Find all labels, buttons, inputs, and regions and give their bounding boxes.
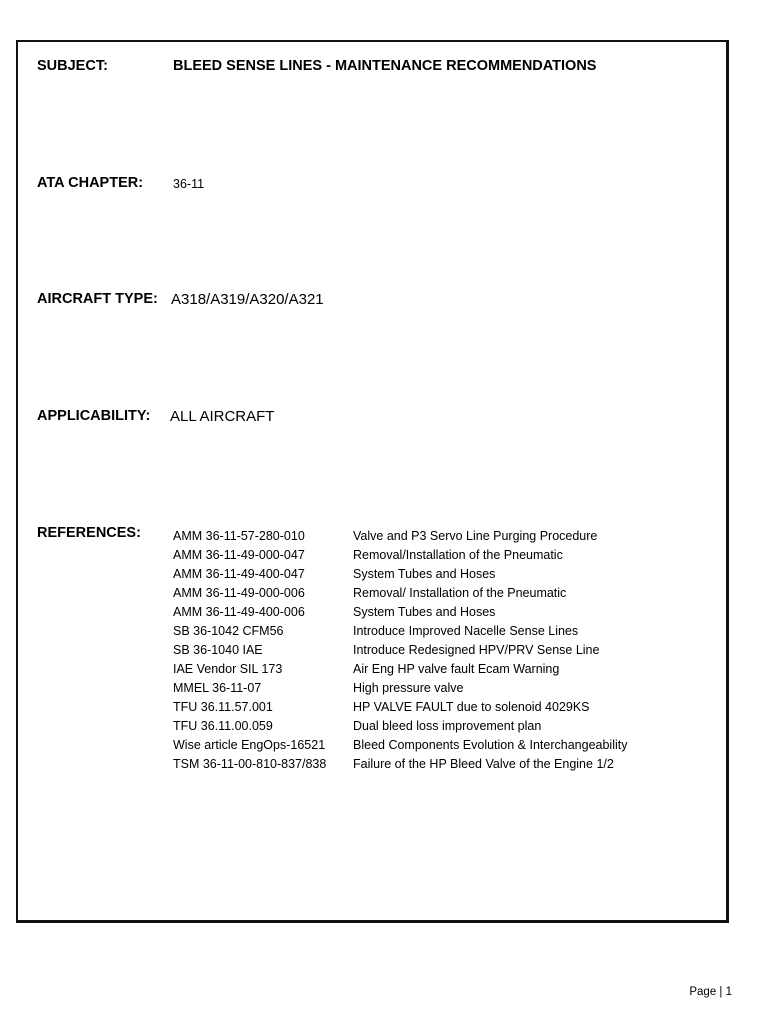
reference-code: AMM 36-11-49-000-006 [173,585,305,600]
reference-row [173,564,627,583]
applicability-label: APPLICABILITY: [37,408,151,424]
reference-row [173,640,627,659]
subject-label: SUBJECT: [37,58,108,74]
reference-description: Bleed Components Evolution & Interchangeability [353,737,628,752]
reference-row [173,545,627,564]
document-frame [16,40,729,923]
reference-row [173,754,627,773]
reference-row [173,735,627,754]
reference-code: AMM 36-11-49-400-006 [173,604,305,619]
reference-description: Dual bleed loss improvement plan [353,718,542,733]
reference-description: HP VALVE FAULT due to solenoid 4029KS [353,699,590,714]
reference-code: TSM 36-11-00-810-837/838 [173,756,327,771]
reference-code: TFU 36.11.57.001 [173,699,273,714]
reference-code: AMM 36-11-57-280-010 [173,528,305,543]
references-table [173,526,627,773]
reference-description: Valve and P3 Servo Line Purging Procedure [353,528,598,543]
page-number: Page | 1 [689,986,732,998]
aircraft-type-label: AIRCRAFT TYPE: [37,291,158,307]
reference-description: Removal/Installation of the Pneumatic [353,547,563,562]
reference-description: Introduce Redesigned HPV/PRV Sense Line [353,642,600,657]
reference-code: IAE Vendor SIL 173 [173,661,283,676]
reference-row [173,526,627,545]
reference-row [173,716,627,735]
reference-code: AMM 36-11-49-400-047 [173,566,305,581]
aircraft-type-value: A318/A319/A320/A321 [171,291,324,308]
reference-code: MMEL 36-11-07 [173,680,262,695]
reference-description: Failure of the HP Bleed Valve of the Engine 1/2 [353,756,614,771]
reference-description: Removal/ Installation of the Pneumatic [353,585,567,600]
applicability-value: ALL AIRCRAFT [170,408,275,425]
reference-row [173,697,627,716]
reference-row [173,659,627,678]
reference-row [173,678,627,697]
reference-code: SB 36-1042 CFM56 [173,623,284,638]
reference-description: System Tubes and Hoses [353,566,496,581]
ata-chapter-label: ATA CHAPTER: [37,175,144,191]
reference-description: High pressure valve [353,680,464,695]
references-label: REFERENCES: [37,525,141,541]
subject-value: BLEED SENSE LINES - MAINTENANCE RECOMMENDATIONS [173,58,597,74]
reference-description: Introduce Improved Nacelle Sense Lines [353,623,579,638]
ata-chapter-value: 36-11 [173,177,205,191]
reference-code: Wise article EngOps-16521 [173,737,326,752]
reference-row [173,602,627,621]
reference-code: SB 36-1040 IAE [173,642,263,657]
reference-description: System Tubes and Hoses [353,604,496,619]
reference-row [173,583,627,602]
reference-description: Air Eng HP valve fault Ecam Warning [353,661,560,676]
reference-code: AMM 36-11-49-000-047 [173,547,305,562]
reference-row [173,621,627,640]
reference-code: TFU 36.11.00.059 [173,718,273,733]
